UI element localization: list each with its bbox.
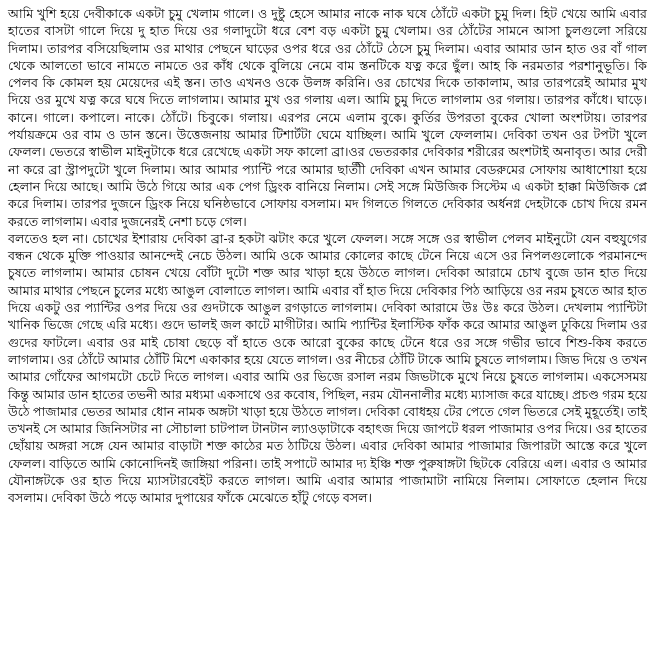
paragraph: আমি খুশি হয়ে দেবীকাকে একটা চুমু খেলাম গালে। ও দুষ্টু হেসে আমার নাকে নাক ঘষে ঠোঁটে একটা চুমু দিল। হিট খেয়ে আমি এবার হাতের বাসটা গালে দিয়ে দু হাত দিয়ে ওর গলাদুটো ধরে বেশ বড় একটা চুমু খেলাম। ওর ঠোঁটের সামনে আসা চুলগুলো সরিয়ে দিলাম। তারপর বসিয়েছিলাম ওর মাথার পেছনে ঘাড়ের ওপর ধরে ওর ঠোঁটে ঠেসে চুমু দিলাম। এবার আমার ডান হাত ওর বাঁ গাল থেকে আলতো ভাবে নামতে নামতে ওর কাঁধ থেকে বুলিয়ে নেমে বাম স্তনটিকে যত্ন করে ছুঁল। আহ কি নরমতার পরশানুভূতি। কি পেলব কি কোমল হয় মেয়েদের এই স্তন। তাও এখনও ওকে উলঙ্গ করিনি। ওর চোখের দিকে তাকালাম, আর তারপরেই আমার মুখ দিয়ে ওর মুখে যত্ন করে ঘষে দিতে লাগলাম। আমার মুখ ওর গলায় এল। আমি চুমু দিতে লাগলাম ওর গলায়। তারপর কাঁধে। ঘাড়ে। কানে। গালে। কপালে। নাকে। ঠোঁটে। চিবুকে। গলায়। এরপর নেমে এলাম বুকে। কুর্তির উপরতা বুকের খোলা অংশটায়। তারপর পর্যায়ক্রমে ওর বাম ও ডান স্তনে। উত্তেজনায় আমার টিশার্টটা ঘেমে যাচ্ছিল। আমি খুলে ফেললাম। দেবিকা তখন ওর টপটা খুলে ফেলল। ভেতরে স্বাভীল মাইনুটাকে ধরে রেখেছে একটা সফ কালো ব্রা।ওর ভেতরকার দেবিকার শরীরের অংশটাই অনাবৃত। আর দেরী না করে ব্রা স্ট্রাপদুটো খুলে দিলাম। আর আমার প্যান্টি পরে আমার ছাতীী দেবিকা এখন আমার বেডরুমের সোফায় আধাশোয়া হয়ে হেলান দিয়ে আছে। আমি উঠে গিয়ে আর এক পেগ ড্রিংক বানিয়ে নিলাম। সেই সঙ্গে মিউজিক সিস্টেম এ একটা হাক্কা মিউজিক প্লে করে দিলাম। তারপর দুজনে ড্রিংক নিয়ে ঘনিষ্ঠভাবে সোফায় বসলাম। মদ গিলতে গিলতে দেবিকার অর্ধনগ্ন দেহটাকে চোখ দিয়ে রমন করতে লাগলাম। এবার দুজনেরই নেশা চড়ে গেল। [8,7,647,229]
paragraph: বলতেও হল না। চোখের ইশারায় দেবিকা ব্রা-র হকটা ঝটাং করে খুলে ফেলল। সঙ্গে সঙ্গে ওর স্বাভীল পেলব মাইনুটো যেন বহুযুগের বন্ধন থেকে মুক্তি পাওয়ার আনন্দেই নেচে উঠল। আমি ওকে আমার কোলের কাছে টেনে নিয়ে এসে ওর নিপলগুলোকে পরমানন্দে চুষতে লাগলাম। আমার চোষন খেয়ে বোঁটা দুটো শক্ত আর খাড়া হয়ে উঠতে লাগল। দেবিকা আরামে চোখ বুজে ডান হাত দিয়ে আমার মাথার পেছনে চুলের মধ্যে আঙুল বোলাতে লাগল। আমি এবার বাঁ হাত দিয়ে দেবিকার পিঠ আড়িয়ে ওর নরম চুষতে আর হাত দিয়ে একটু ওর প্যান্টির ওপর দিয়ে ওর গুদটাকে আঙুল রগড়াতে লাগলাম। দেবিকা আরামে উঃ উঃ করে উঠল। দেখলাম প্যান্টিটা খানিক ভিজে গেছে এরি মধ্যে। গুদে ভালই জল কাটে মাগীটার। আমি প্যান্টির ইলাস্টিক ফাঁক করে আমার আঙুল ঢুকিয়ে দিলাম ওর গুদের ফাটলে। এবার ওর মাই চোষা ছেড়ে বাঁ হাতে ওকে আরো বুকের কাছে টেনে ধরে ওর সঙ্গে গভীর ভাবে শিশু-কিষ করতে লাগলাম। ওর ঠোঁটে আমার ঠোঁটি মিশে একাকার হয়ে যেতে লাগল। ওর নীচের ঠোঁটি টাকে আমি চুষতে লাগলাম। জিভ দিয়ে ও তখন আমার গোঁফের আগমটো চেটে দিতে লাগল। এবার আমি ওর ভিজে রসাল নরম জিভটাকে মুখে নিয়ে চুষতে লাগলাম। একসেসময় কিন্তু আমার ডান হাতের তভনী আর মধ্যমা একসাথে ওর কবোষ, পিছিল, নরম যৌননালীর মধ্যে ম্যাসাজ করে যাচ্ছে। প্রচণ্ড গরম হয়ে উঠে পাজামার ভেতর আমার ধোন নামক অঙ্গটা খাড়া হয়ে উঠতে লাগল। দেবিকা বোধহয় টের পেতে গেল ভিতরে সেই মুহূর্তেই। তাই তখনই সে আমার জিনিসটার না সৌচালা চাটপাল টানটান ল্যাওড়াটাকে বহাৎজ দিয়ে জাপটে ধরল পাজামার ওপর দিয়ে। ওর হাতের ছোঁয়ায় অঙ্গরা সঙ্গে যেন আমার বাড়াটা শক্ত কাঠের মত ঠাটিয়ে উঠল। এবার দেবিকা আমার পাজামার জিপারটা আস্তে করে খুলে ফেলল। বাড়িতে আমি কোনোদিনই জাঙ্গিয়া পরিনা। তাই সপাটে আমার দ্য ইঞ্চি শক্ত পুরুষাঙ্গটা ছিটকে বেরিয়ে এল। এবার ও আমার যৌনাঙ্গটকে ওর হাত দিয়ে ম্যাসটারবেইট করতে লাগল। আমি এবার আমার পাজামাটা নামিয়ে নিলাম। সোফাতে হেলান দিয়ে বসলাম। দেবিকা উঠে পড়ে আমার দুপায়ের ফাঁকে মেঝেতে হাঁটু গেড়ে বসল। [8,231,647,506]
document-body [8,6,647,508]
